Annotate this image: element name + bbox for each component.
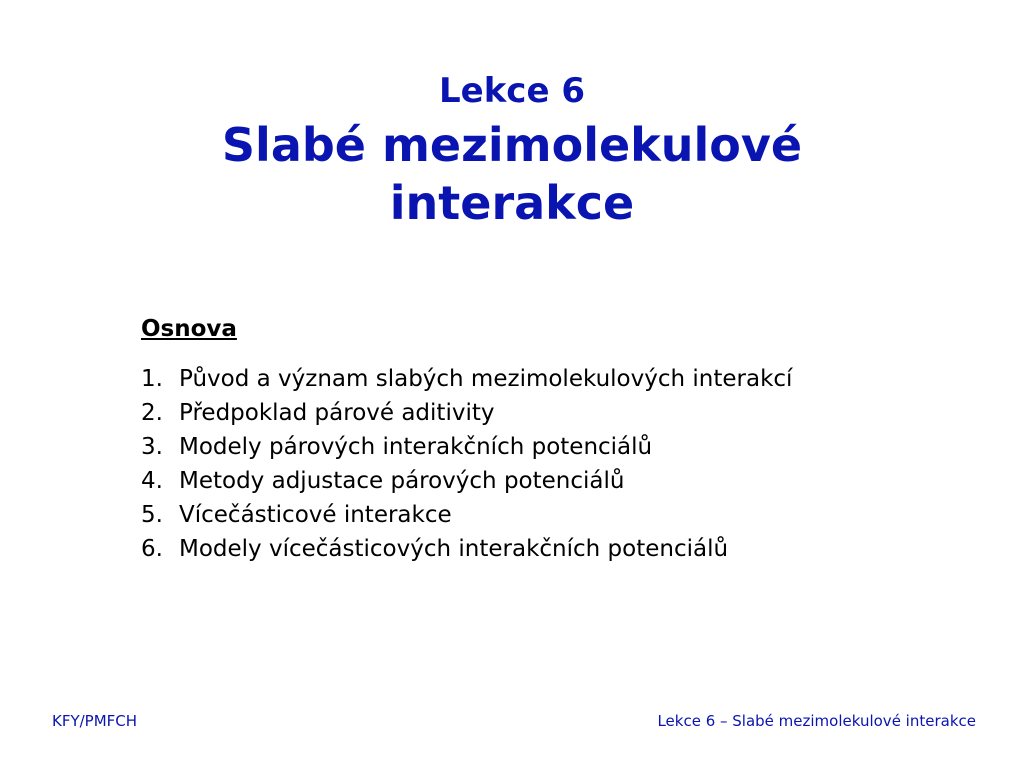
outline-item-number: 2.: [141, 400, 163, 426]
outline-item-text: Vícečásticové interakce: [179, 502, 452, 528]
lecture-number: Lekce 6: [438, 71, 586, 111]
outline-item-text: Metody adjustace párových potenciálů: [179, 468, 625, 494]
footer-lecture-title: Lekce 6 – Slabé mezimolekulové interakce: [657, 712, 976, 730]
slide-title: [0, 66, 1024, 232]
outline-item: [141, 430, 921, 464]
outline-item: [141, 362, 921, 396]
outline-item-number: 5.: [141, 502, 163, 528]
outline-item-text: Původ a význam slabých mezimolekulových interakcí: [179, 366, 793, 392]
lecture-title-line-1: Slabé mezimolekulové: [221, 118, 803, 172]
outline-item-number: 4.: [141, 468, 163, 494]
outline-item-number: 3.: [141, 434, 163, 460]
outline-item-number: 6.: [141, 536, 163, 562]
outline-item-text: Předpoklad párové aditivity: [179, 400, 495, 426]
outline-item: [141, 532, 921, 566]
outline-list: [141, 362, 921, 566]
outline-item-number: 1.: [141, 366, 163, 392]
outline-item: [141, 396, 921, 430]
outline-item: [141, 464, 921, 498]
outline-item-text: Modely párových interakčních potenciálů: [179, 434, 653, 460]
outline-heading: Osnova: [141, 316, 237, 342]
outline-item-text: Modely vícečásticových interakčních potenciálů: [179, 536, 729, 562]
footer-course-code: KFY/PMFCH: [52, 712, 138, 730]
lecture-title-line-2: interakce: [389, 176, 635, 230]
outline-section: [141, 312, 921, 566]
outline-item: [141, 498, 921, 532]
